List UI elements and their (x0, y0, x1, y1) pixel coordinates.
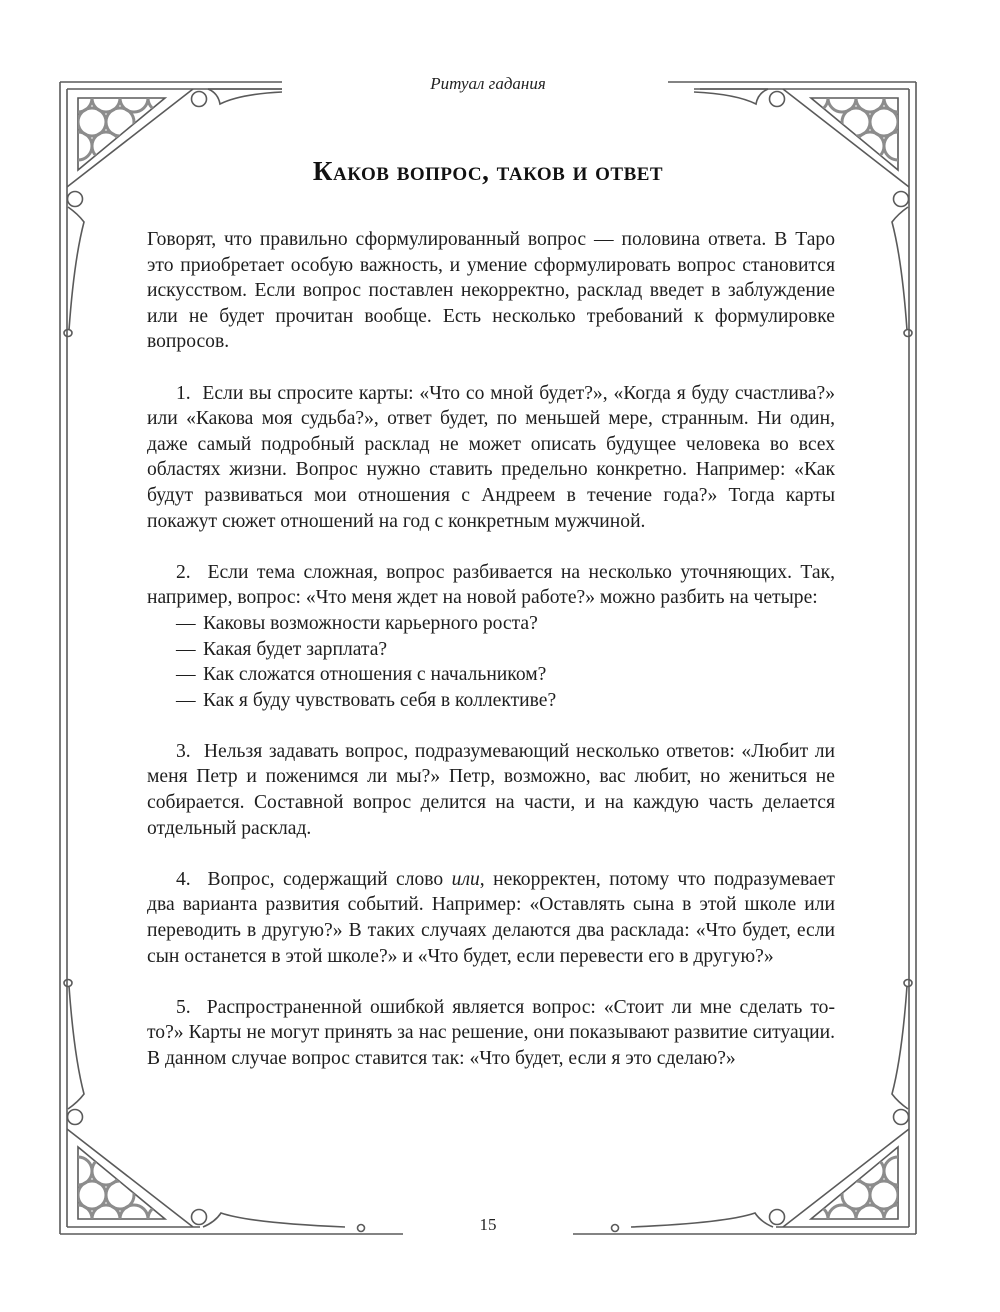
item-text-before: Вопрос, содержащий слово (207, 868, 452, 890)
item-text: Распространенной ошибкой является вопрос: «Стоит ли мне сделать то-то?» Карты не могут принять за нас решение, они показывают развитие ситуации. В данном случае вопрос ставится так: «Что будет, если я это сделаю?» (147, 996, 836, 1069)
sub-question-list (147, 611, 835, 713)
page-title: Каков вопрос, таков и ответ (312, 156, 664, 186)
item-number: 2. (176, 561, 191, 583)
sub-question: — Как сложатся отношения с начальником? (147, 662, 835, 688)
item-text: Если вы спросите карты: «Что со мной будет?», «Когда я буду счастлива?» или «Какова моя судьба?», ответ будет, по меньшей мере, странным. Ни один, даже самый подробный расклад не может описать будущее человека во всех областях жизни. Вопрос нужно ставить предельно конкретно. Например: «Как будут развиваться мои отношения с Андреем в течение года?» Тогда карты покажут сюжет отношений на год с конкретным мужчиной. (147, 382, 835, 532)
dash-bullet: — (176, 638, 196, 660)
numbered-item-3 (147, 739, 835, 841)
sub-question: — Как я буду чувствовать себя в коллективе? (147, 688, 835, 714)
page-body (147, 227, 835, 1097)
item-text-italic: или (451, 868, 480, 890)
item-number: 1. (176, 382, 191, 404)
item-text: Если тема сложная, вопрос разбивается на несколько уточняющих. Так, например, вопрос: «Что меня ждет на новой работе?» можно разбить на четыре: (147, 561, 835, 609)
sub-question: — Какая будет зарплата? (147, 637, 835, 663)
item-number: 4. (176, 868, 191, 890)
dash-bullet: — (176, 664, 196, 686)
item-text-after: , некорректен, потому что подразумевает два варианта развития событий. Например: «Оставлять сына в этой школе или переводить в другую?» В таких случаях делаются два расклада: «Что будет, если сын останется в этой школе?» и «Что будет, если перевести его в другую?» (147, 868, 835, 967)
item-number: 3. (176, 740, 191, 762)
item-number: 5. (176, 996, 191, 1018)
dash-bullet: — (176, 612, 196, 634)
item-text: Нельзя задавать вопрос, подразумевающий несколько ответов: «Любит ли меня Петр и поженимся ли мы?» Петр, возможно, вас любит, но жениться не собирается. Составной вопрос делится на части, и на каждую часть делается отдельный расклад. (147, 740, 835, 839)
numbered-item-5 (147, 995, 835, 1072)
dash-bullet: — (176, 689, 196, 711)
intro-paragraph: Говорят, что правильно сформулированный вопрос — половина ответа. В Таро это приобретает особую важность, и умение сформулировать вопрос становится искусством. Если вопрос поставлен некорректно, расклад введет в заблуждение или не будет прочитан вообще. Есть несколько требований к формулировке вопросов. (147, 229, 835, 353)
page-number: 15 (479, 1215, 497, 1234)
numbered-item-1 (147, 381, 835, 535)
running-head: Ритуал гадания (430, 74, 546, 93)
numbered-item-2 (147, 560, 835, 611)
numbered-item-4 (147, 867, 835, 969)
sub-question: — Каковы возможности карьерного роста? (147, 611, 835, 637)
